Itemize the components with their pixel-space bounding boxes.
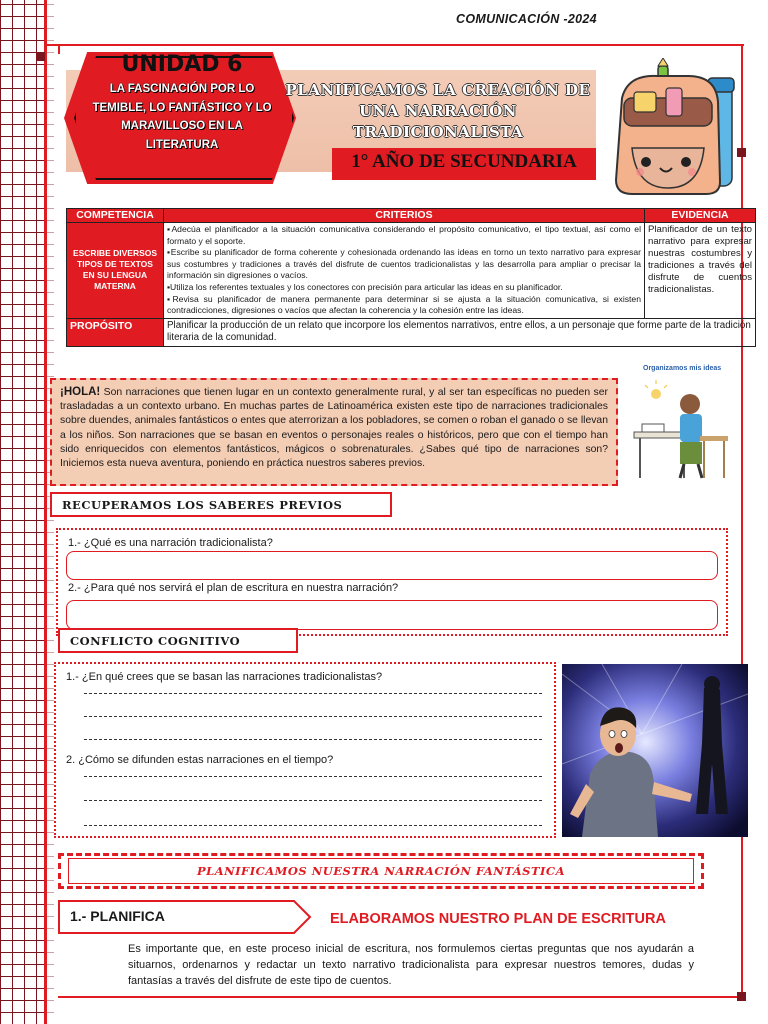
intro-box — [50, 378, 618, 486]
criterio-item: ▪Escribe su planificador de forma coherente y cohesionada ordenando las ideas en torno un texto narrativo para expresar sus costumbres y tradiciones a través del disfrute de cuentos tradicionalistas y las desarrolla para ampliar o precisar la información sin digresiones o vacíos. — [167, 247, 642, 281]
student-desk-illustration — [628, 366, 740, 486]
header-criterios: CRITERIOS — [164, 209, 645, 223]
proposito-text: Planificar la producción de un relato que incorpore los elementos narrativos, entre ellos, a un personaje que forme parte de la tradición literaria de la comunidad. — [164, 318, 756, 346]
criterio-item: ▪Revisa su planificador de manera permanente para determinar si se ajusta a la situación comunicativa, si existen contradicciones, digresiones o vacíos que afectan la coherencia y la cohesión entre las ideas. — [167, 293, 641, 316]
corner-square — [36, 52, 45, 61]
criterio-item: ▪Utiliza los referentes textuales y los conectores con precisión para articular las ideas en su planificador. — [167, 281, 563, 292]
bottom-border-line — [58, 996, 744, 998]
saberes-answer-1[interactable] — [66, 551, 718, 580]
unit-subtitle-line: MARAVILLOSO EN LA — [121, 120, 243, 133]
lesson-title-line: UNA NARRACIÓN — [359, 102, 517, 120]
notebook-grid-margin — [0, 0, 44, 1024]
intro-greeting: ¡HOLA! — [60, 386, 101, 398]
lesson-title-line: TRADICIONALISTA — [352, 123, 524, 141]
conflicto-question-2: 2. ¿Cómo se difunden estas narraciones en el tiempo? — [66, 754, 334, 766]
unit-title: UNIDAD 6 — [121, 52, 243, 77]
lesson-title-line: PLANIFICAMOS LA CREACIÓN DE — [285, 81, 591, 99]
planifica-label: 1.- PLANIFICA — [70, 908, 165, 924]
criterios-cell — [164, 223, 645, 319]
intro-text: Son narraciones que tienen lugar en un contexto generalmente rural, y al ser tan específicas no pueden ser trasladadas a un contexto urbano. En muchas partes de Latinoamérica existen este tipo de narraciones tradicionales sobre duendes, animales fantásticos o entes que aterrorizan a los pobladores, se comen o roban el ganado o se llevan a los niños. Son narraciones que se basan en eventos o personajes reales o históricos, pero que con el tiempo han sido enriquecidos con elementos fantásticos, mágicos o sobrenaturales. ¿Sabes qué tipo de narraciones son? Iniciemos esta nueva aventura, poniendo en práctica nuestros saberes previos. — [60, 387, 608, 470]
competencia-cell: ESCRIBE DIVERSOS TIPOS DE TEXTOS EN SU LENGUA MATERNA — [67, 223, 164, 319]
unit-banner — [66, 52, 596, 186]
answer-line[interactable] — [84, 776, 542, 777]
proposito-label: PROPÓSITO — [67, 318, 164, 346]
answer-line[interactable] — [84, 825, 542, 826]
unit-subtitle-line: TEMIBLE, LO FANTÁSTICO Y LO — [92, 101, 272, 114]
planifica-step — [58, 900, 312, 934]
plan-paragraph: Es importante que, en este proceso inicial de escritura, nos formulemos ciertas preguntas que nos ayudarán a situarnos, ordenarnos y redactar un texto narrativo tradicionalista para expresar nuestros temores, dudas y fantasías a través del disfrute de este tipo de cuentos. — [128, 943, 694, 987]
corner-square — [737, 992, 746, 1001]
conflicto-question-1: 1.- ¿En qué crees que se basan las narraciones tradicionalistas? — [66, 671, 383, 683]
saberes-question-2: 2.- ¿Para qué nos servirá el plan de escritura en nuestra narración? — [68, 582, 399, 594]
competency-table — [66, 208, 756, 347]
unit-subtitle-line: LA FASCINACIÓN POR LO — [109, 83, 255, 95]
image-caption: Organizamos mis ideas — [643, 365, 722, 372]
unit-subtitle-line: LITERATURA — [145, 138, 219, 151]
saberes-answer-2[interactable] — [66, 600, 718, 630]
lesson-title — [276, 80, 600, 143]
criterio-item: ▪Adecúa el planificador a la situación comunicativa considerando el propósito comunicativo, el tipo textual, así como el formato y el soporte. — [167, 224, 641, 246]
answer-line[interactable] — [84, 716, 542, 717]
saberes-previos-label: RECUPERAMOS LOS SABERES PREVIOS — [50, 492, 392, 517]
plan-banner: PLANIFICAMOS NUESTRA NARRACIÓN FANTÁSTICA — [68, 858, 694, 884]
header-evidencia: EVIDENCIA — [645, 209, 756, 223]
grade-label: 1° AÑO DE SECUNDARIA — [351, 151, 577, 172]
backpack-illustration — [606, 58, 742, 198]
answer-line[interactable] — [84, 800, 542, 801]
header-competencia: COMPETENCIA — [67, 209, 164, 223]
margin-line — [44, 0, 47, 1024]
scared-man-illustration — [562, 664, 748, 837]
top-border-line — [44, 44, 744, 46]
evidencia-cell: Planificador de un texto narrativo para expresar nuestras costumbres y tradiciones a través del disfrute de cuentos tradicionalistas. — [645, 223, 756, 319]
saberes-question-1: 1.- ¿Qué es una narración tradicionalista? — [68, 537, 273, 549]
answer-line[interactable] — [84, 739, 542, 740]
conflicto-box — [54, 662, 556, 838]
plan-heading: ELABORAMOS NUESTRO PLAN DE ESCRITURA — [330, 911, 666, 927]
conflicto-label: CONFLICTO COGNITIVO — [58, 628, 298, 653]
subject-header: COMUNICACIÓN -2024 — [456, 12, 597, 26]
corner-mark — [58, 44, 60, 54]
answer-line[interactable] — [84, 693, 542, 694]
unit-subtitle — [76, 80, 288, 154]
